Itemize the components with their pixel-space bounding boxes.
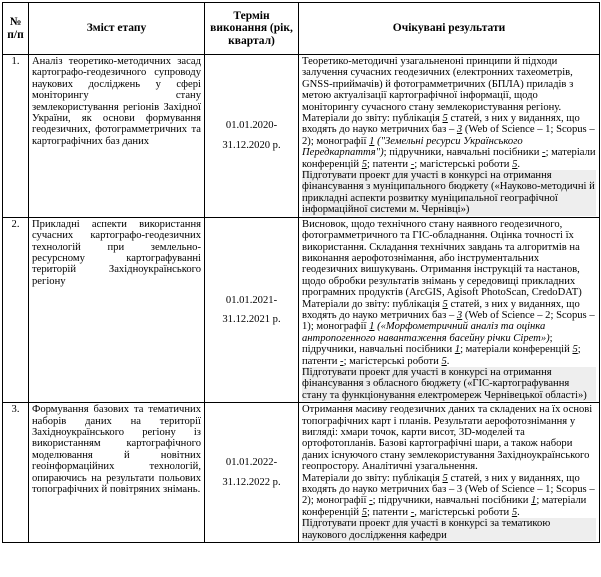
row-num: 2. [3,217,29,403]
results-cell [299,55,600,218]
term-start: 01.01.2021- [225,294,278,306]
results-main: Висновок, щодо технічного стану наявного геодезичного, фотограмметричного та ГІС-обладнання. Оцінка точності їх використання. Складання технічних завдань та алгоритмів на виконання аерофотознімання, або інструментальних геодезичних вишукувань. Отримання інструкцій та настанов, щодо обробки результатів знімань у середовищі прикладних програмних продуктів (ArcGIS, Agisoft PhotoScan, CredoDAT) [302,218,582,299]
row-num: 3. [3,403,29,543]
results-materials: Матеріали до звіту: публікація 5 статей, з них у виданнях, що входять до науко метричних баз – 3 (Web of Science – 2; Scopus – 1); монографії 1 («Морфометричний аналіз та оцінка антропогенного навантаження басейну річки Сірет»); підручники, навчальні посібники 1; матеріали конференцій 5; патенти -; магістерські роботи 5. [302,298,595,367]
term-cell [205,403,299,543]
header-stage: Зміст етапу [29,3,205,55]
term-cell [205,55,299,218]
stages-table [2,2,600,543]
results-cell [299,403,600,543]
term-end: 31.12.2020 р. [222,139,281,151]
results-main: Отримання масиву геодезичних даних та складених на їх основі топографічних карт і планів. Результати аерофотознімання у вигляді: хмари точок, карти висот, 3D-моделей та ортофотопланів. Базові картографічні шари, а також набори даних існуючого стану землекористування Західноукраїнського геопростору. Аналітичні узагальнення. [302,404,593,473]
row-num: 1. [3,55,29,218]
term-cell [205,217,299,403]
results-project: Підготувати проект для участі в конкурсі за тематикою наукового дослідження кафедри [302,518,596,541]
stage-text: Прикладні аспекти використання сучасних картографо-геодезичних технологій при землельно-ресурсному картографуванні територій Західноукраїнського регіону [29,217,205,403]
results-main: Теоретико-методичні узагальненоні принципи й підходи залучення сучасних геодезичних (електронних тахеометрів, GNSS-приймачів) й фотограмметричних (БПЛА) приладів з метою актуалізації картографічної інформації, щодо моніторингу сучасного стану землекористування регіону. [302,56,574,113]
term-start: 01.01.2020- [225,120,278,132]
results-project: Підготувати проект для участі в конкурсі на отримання фінансування з обласного бюджету («ГІС-картографування стану та функціонування електромереж Чернівецької області») [302,367,596,401]
header-term: Термін виконання (рік, квартал) [205,3,299,55]
term-start: 01.01.2022- [225,457,278,469]
header-results: Очікувані результати [299,3,600,55]
results-cell [299,217,600,403]
table-row [3,55,600,218]
term-end: 31.12.2021 р. [222,313,281,325]
results-materials: Матеріали до звіту: публікація 5 статей, з них у виданнях, що входять до науко метричних баз – 3 (Web of Science – 1; Scopus – 2); монографії 1 ("Земельні ресурси Українського Передкарпаття"); підручники, навчальні посібники -; матеріали конференцій 5; патенти -; магістерські роботи 5. [302,113,596,170]
table-row [3,217,600,403]
header-num: № п/п [3,3,29,55]
term-end: 31.12.2022 р. [222,476,281,488]
stage-text: Формування базових та тематичних наборів даних на території Західноукраїнського регіону із використанням картографічного моделювання й новітних геоінформаційних технологій, опираючись на результати польових топографічних й повітряних знімань. [29,403,205,543]
results-project: Підготувати проект для участі в конкурсі на отримання фінансування з муніципального бюджету («Науково-методичні й прикладні аспекти розвитку муніципальної географічної інформаційної системи м. Чернівці») [302,170,595,216]
stage-text: Аналіз теоретико-методичних засад картографо-геодезичного супроводу наукових досліджень у сфері моніторингу стану землекористування регіонів Західної України, як основи формування геодезичних, фотограмметричних та картографічних баз даних [29,55,205,218]
results-materials: Матеріали до звіту: публікація 5 статей, з них у виданнях, що входять до науко метричних баз – 3 (Web of Science – 1; Scopus – 2); монографії -; підручники, навчальні посібники 1; матеріали конференцій 5; патенти -, магістерські роботи 5. [302,472,595,518]
table-row [3,403,600,543]
